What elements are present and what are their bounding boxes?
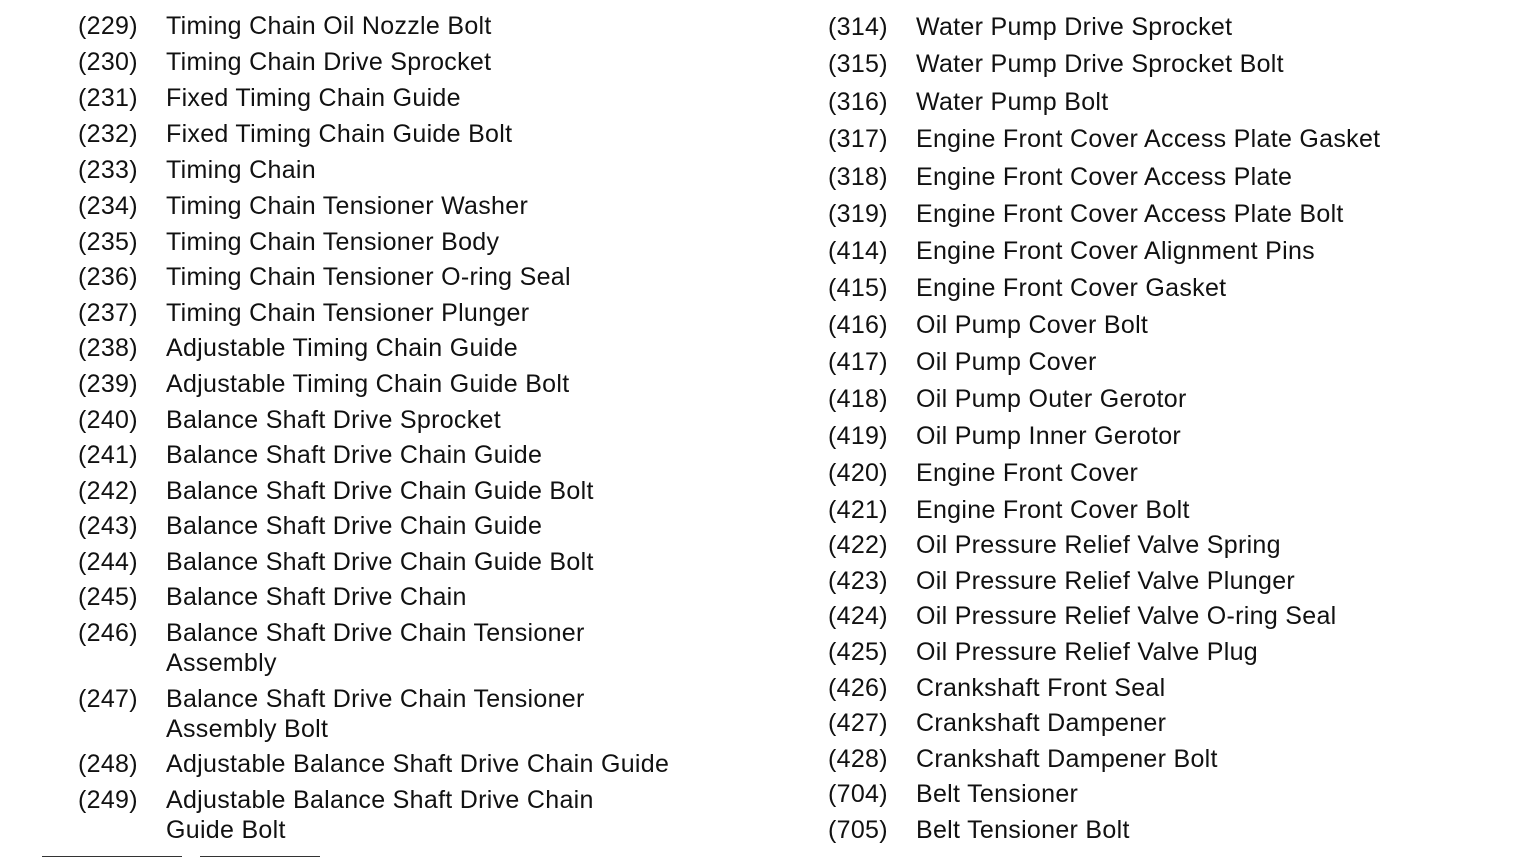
legend-item (828, 273, 1226, 303)
legend-item (828, 199, 1344, 229)
item-number: (425) (828, 638, 888, 666)
item-description: Adjustable Timing Chain Guide Bolt (166, 370, 570, 398)
legend-item (828, 384, 1187, 414)
item-description: Oil Pump Outer Gerotor (916, 385, 1187, 413)
legend-item (78, 298, 529, 328)
legend-item (828, 310, 1148, 340)
item-description: Engine Front Cover Access Plate Bolt (916, 200, 1344, 228)
item-number: (237) (78, 299, 138, 327)
legend-item (78, 333, 518, 363)
item-number: (234) (78, 192, 138, 220)
item-number: (243) (78, 512, 138, 540)
item-description: Water Pump Bolt (916, 88, 1109, 116)
item-description: Oil Pump Cover (916, 348, 1097, 376)
item-number: (315) (828, 50, 888, 78)
legend-item (78, 262, 571, 292)
legend-item (78, 476, 594, 506)
item-number: (246) (78, 619, 138, 647)
item-number: (239) (78, 370, 138, 398)
legend-item (78, 47, 491, 77)
item-number: (233) (78, 156, 138, 184)
legend-item (828, 637, 1258, 667)
item-description: Engine Front Cover Access Plate Gasket (916, 125, 1381, 153)
item-description: Engine Front Cover Access Plate (916, 163, 1293, 191)
item-number: (316) (828, 88, 888, 116)
item-number: (314) (828, 13, 888, 41)
legend-item (828, 421, 1181, 451)
item-number: (235) (78, 228, 138, 256)
item-description: Oil Pressure Relief Valve Plug (916, 638, 1259, 666)
legend-item (78, 582, 467, 612)
item-number: (242) (78, 477, 138, 505)
legend-item (78, 511, 542, 541)
item-description-continuation: Assembly Bolt (166, 715, 329, 743)
item-description: Oil Pump Inner Gerotor (916, 422, 1182, 450)
item-number: (318) (828, 163, 888, 191)
item-description-line: Adjustable Balance Shaft Drive Chain (166, 786, 594, 814)
item-description: Oil Pressure Relief Valve Spring (916, 531, 1281, 559)
item-number: (419) (828, 422, 888, 450)
item-description: Fixed Timing Chain Guide (166, 84, 461, 112)
legend-item (828, 601, 1337, 631)
item-number: (704) (828, 780, 888, 808)
legend-item (828, 566, 1295, 596)
legend-item (78, 155, 316, 185)
item-number: (705) (828, 816, 888, 844)
legend-item (828, 815, 1130, 845)
item-description (166, 785, 594, 845)
legend-item (828, 708, 1166, 738)
item-description: Belt Tensioner Bolt (916, 816, 1130, 844)
legend-item (828, 458, 1138, 488)
legend-item (828, 779, 1078, 809)
legend-item (78, 83, 461, 113)
item-number: (247) (78, 685, 138, 713)
item-number: (241) (78, 441, 138, 469)
legend-item (828, 49, 1284, 79)
item-number: (236) (78, 263, 138, 291)
item-number: (420) (828, 459, 888, 487)
legend-item (78, 440, 542, 470)
item-description: Balance Shaft Drive Chain Guide Bolt (166, 477, 594, 505)
legend-item (78, 227, 499, 257)
legend-item (828, 87, 1109, 117)
item-number: (245) (78, 583, 138, 611)
item-description (166, 684, 585, 744)
item-description (166, 618, 585, 678)
item-description: Adjustable Balance Shaft Drive Chain Guide (166, 750, 670, 778)
legend-item (828, 12, 1232, 42)
item-number: (230) (78, 48, 138, 76)
legend-item (78, 11, 492, 41)
item-number: (244) (78, 548, 138, 576)
item-number: (424) (828, 602, 888, 630)
item-number: (428) (828, 745, 888, 773)
legend-item (78, 547, 594, 577)
legend-item (78, 618, 585, 678)
item-description: Timing Chain Tensioner O-ring Seal (166, 263, 571, 291)
legend-item (828, 673, 1165, 703)
item-number: (422) (828, 531, 888, 559)
item-number: (415) (828, 274, 888, 302)
item-description: Crankshaft Dampener Bolt (916, 745, 1218, 773)
item-number: (238) (78, 334, 138, 362)
item-description-continuation: Guide Bolt (166, 816, 286, 844)
footnote-rule (42, 856, 182, 857)
item-description: Timing Chain Tensioner Washer (166, 192, 529, 220)
item-number: (248) (78, 750, 138, 778)
item-number: (418) (828, 385, 888, 413)
item-number: (423) (828, 567, 888, 595)
legend-item (828, 236, 1315, 266)
item-number: (426) (828, 674, 888, 702)
item-description: Belt Tensioner (916, 780, 1079, 808)
item-number: (319) (828, 200, 888, 228)
legend-item (78, 191, 528, 221)
item-description: Engine Front Cover (916, 459, 1139, 487)
item-description: Fixed Timing Chain Guide Bolt (166, 120, 513, 148)
item-description: Balance Shaft Drive Chain Guide (166, 441, 543, 469)
item-description-continuation: Assembly (166, 649, 277, 677)
item-description: Adjustable Timing Chain Guide (166, 334, 518, 362)
legend-item (828, 530, 1281, 560)
item-description-line: Balance Shaft Drive Chain Tensioner (166, 619, 585, 647)
item-description: Engine Front Cover Bolt (916, 496, 1190, 524)
item-number: (229) (78, 12, 138, 40)
legend-item (828, 495, 1190, 525)
item-number: (231) (78, 84, 138, 112)
legend-item (78, 785, 594, 845)
item-description: Timing Chain Tensioner Body (166, 228, 500, 256)
item-description: Engine Front Cover Gasket (916, 274, 1227, 302)
item-description: Water Pump Drive Sprocket (916, 13, 1233, 41)
footnote-rule (200, 856, 320, 857)
item-number: (240) (78, 406, 138, 434)
legend-item (828, 347, 1097, 377)
item-description: Balance Shaft Drive Chain (166, 583, 467, 611)
item-description: Balance Shaft Drive Chain Guide (166, 512, 543, 540)
item-description: Crankshaft Front Seal (916, 674, 1166, 702)
item-number: (417) (828, 348, 888, 376)
item-number: (232) (78, 120, 138, 148)
item-description: Balance Shaft Drive Chain Guide Bolt (166, 548, 594, 576)
item-description: Timing Chain (166, 156, 316, 184)
item-description: Timing Chain Tensioner Plunger (166, 299, 530, 327)
item-number: (414) (828, 237, 888, 265)
item-description: Timing Chain Drive Sprocket (166, 48, 492, 76)
legend-item (828, 162, 1292, 192)
item-description: Timing Chain Oil Nozzle Bolt (166, 12, 492, 40)
legend-item (78, 119, 512, 149)
legend-item (78, 684, 585, 744)
item-description: Crankshaft Dampener (916, 709, 1167, 737)
item-number: (249) (78, 786, 138, 814)
item-description: Water Pump Drive Sprocket Bolt (916, 50, 1284, 78)
legend-item (78, 749, 669, 779)
item-description: Engine Front Cover Alignment Pins (916, 237, 1315, 265)
item-description: Oil Pump Cover Bolt (916, 311, 1149, 339)
item-number: (317) (828, 125, 888, 153)
legend-item (828, 744, 1218, 774)
item-description: Oil Pressure Relief Valve O-ring Seal (916, 602, 1337, 630)
legend-item (78, 405, 501, 435)
item-number: (416) (828, 311, 888, 339)
legend-item (828, 124, 1380, 154)
item-description: Oil Pressure Relief Valve Plunger (916, 567, 1296, 595)
item-description: Balance Shaft Drive Sprocket (166, 406, 501, 434)
item-number: (427) (828, 709, 888, 737)
item-description-line: Balance Shaft Drive Chain Tensioner (166, 685, 585, 713)
item-number: (421) (828, 496, 888, 524)
legend-item (78, 369, 569, 399)
